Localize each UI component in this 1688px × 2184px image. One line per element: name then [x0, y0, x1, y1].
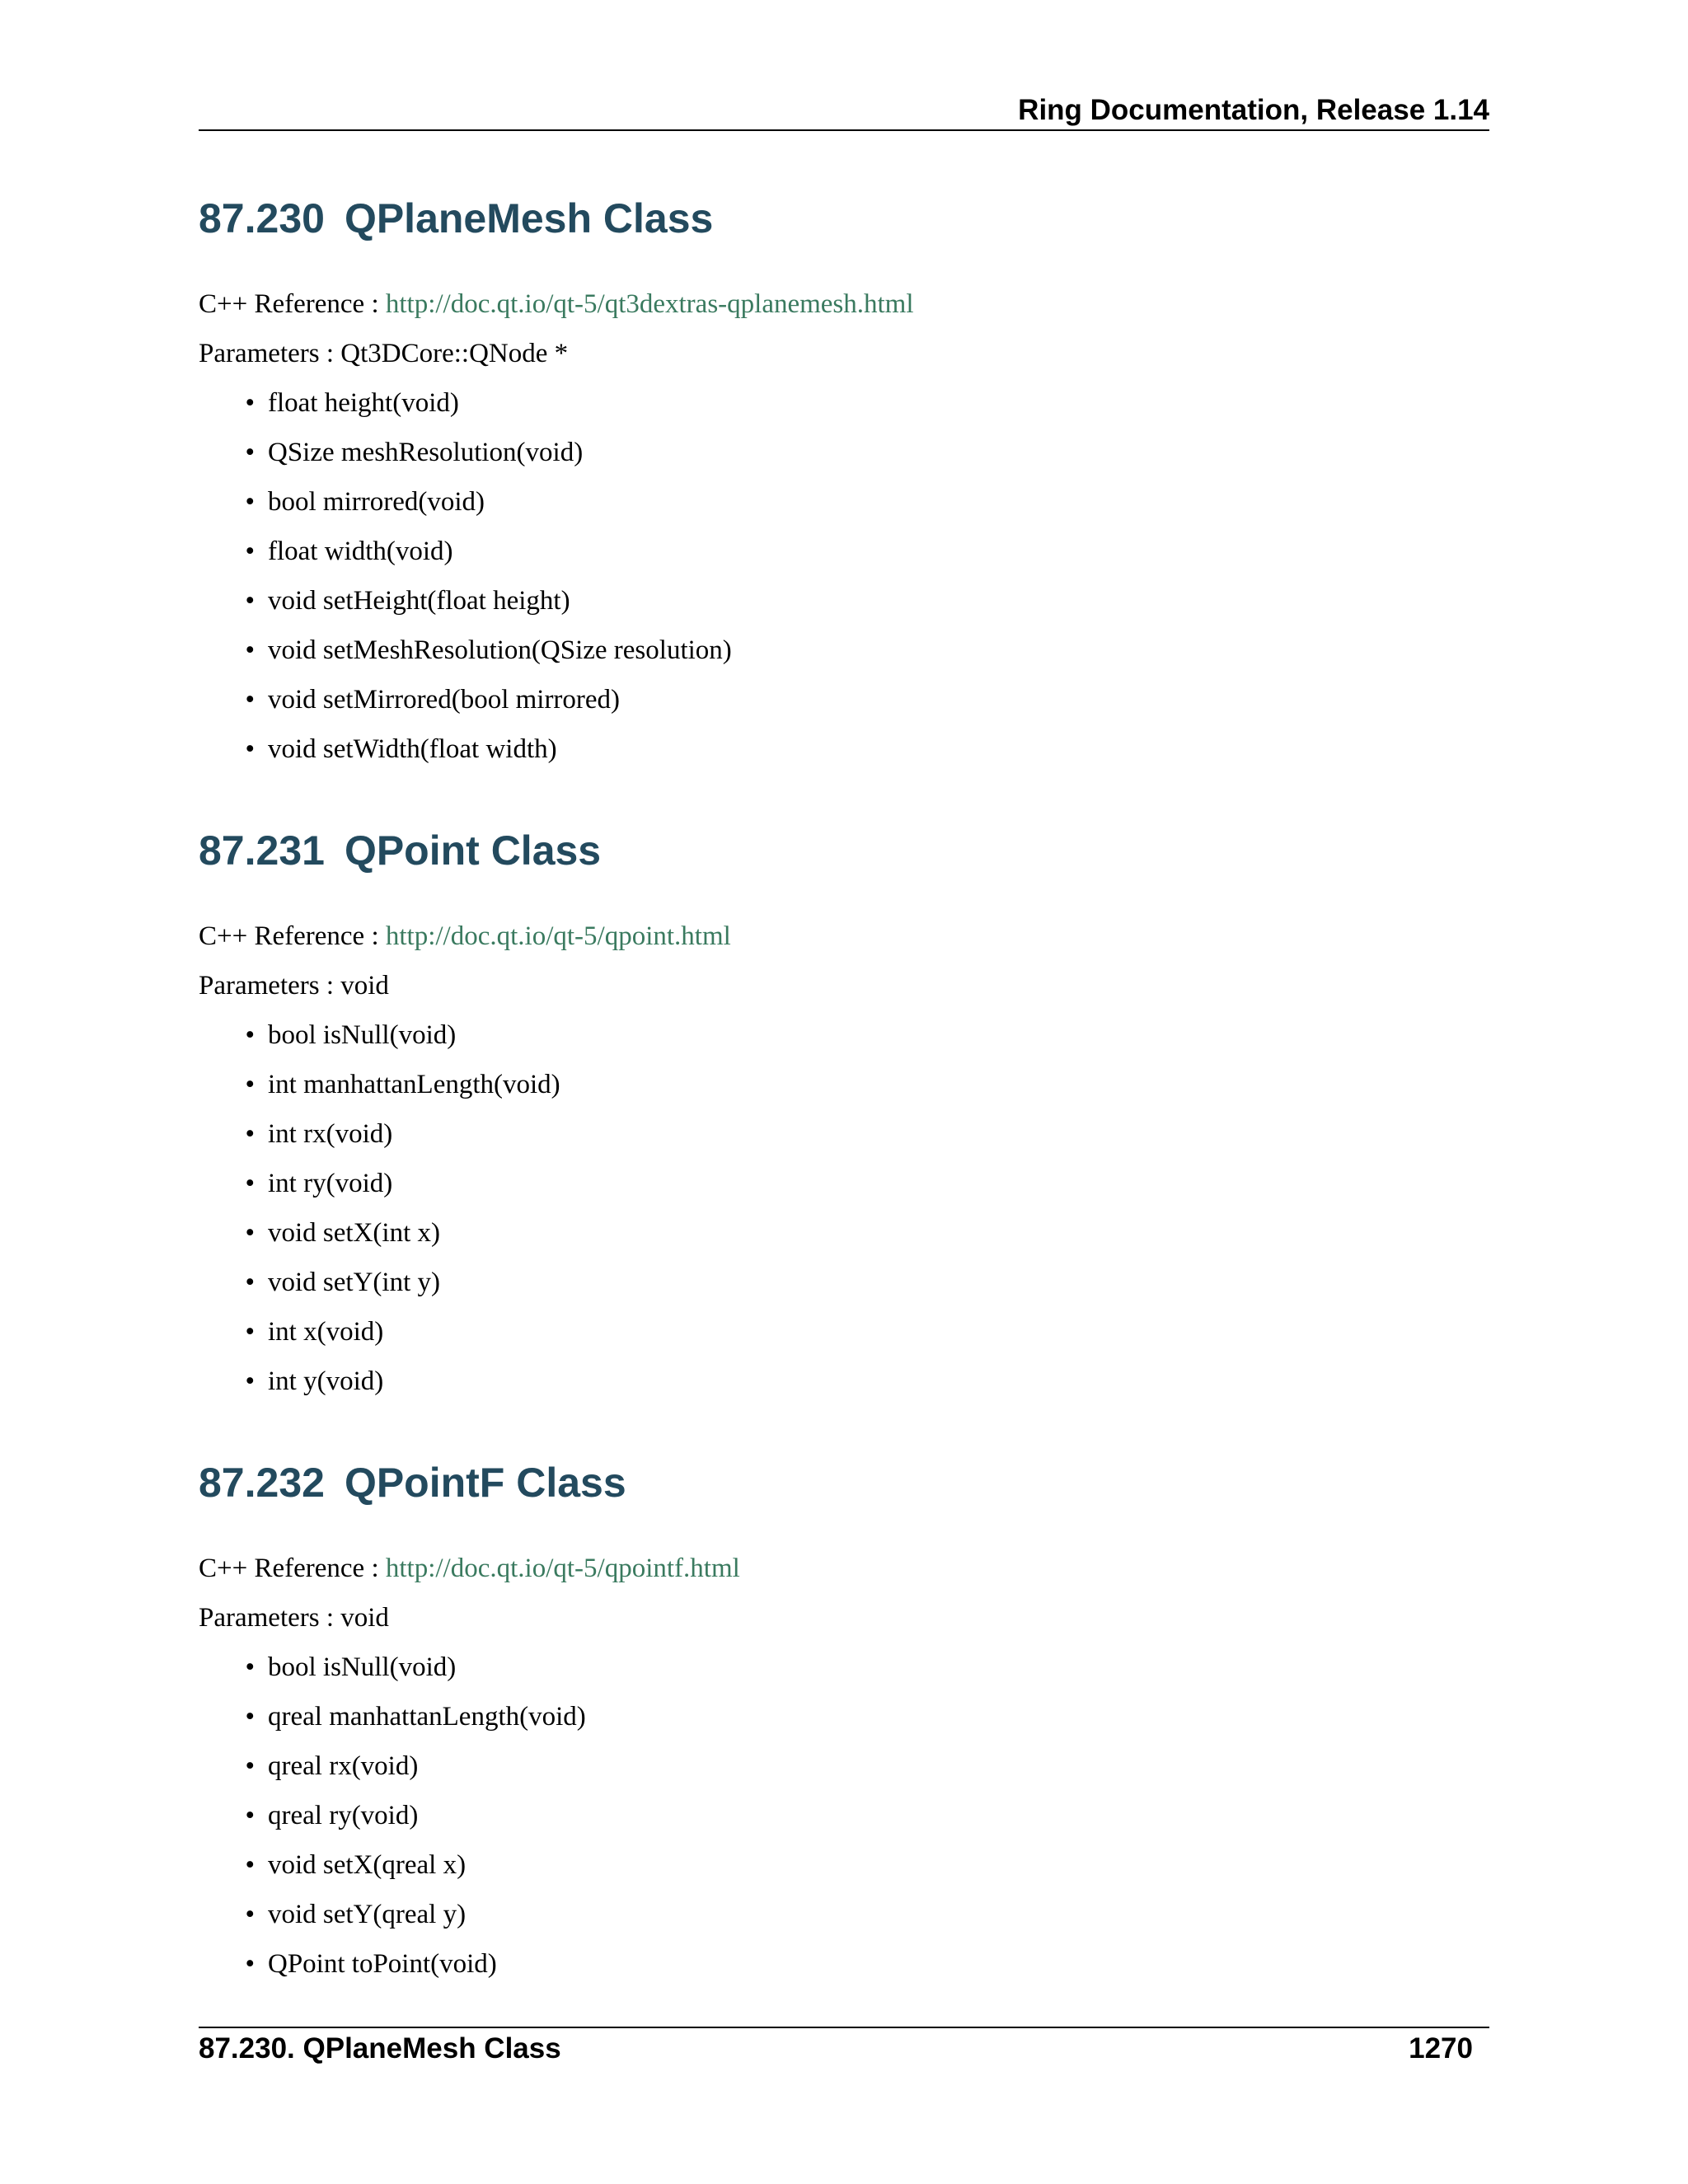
- method-signature: void setX(int x): [268, 1218, 440, 1248]
- bullet: •: [245, 438, 255, 467]
- bullet: •: [245, 1020, 255, 1050]
- bullet: •: [245, 388, 255, 418]
- section-qpoint: [199, 821, 1489, 1396]
- running-header: Ring Documentation, Release 1.14: [1018, 94, 1489, 126]
- method-signature: void setY(qreal y): [268, 1900, 467, 1929]
- bullet: •: [245, 1169, 255, 1198]
- parameters: Parameters : void: [199, 971, 389, 1001]
- list-item: [199, 1015, 560, 1065]
- bullet: •: [245, 1850, 255, 1880]
- cpp-reference: [199, 284, 914, 324]
- section-title: QPlaneMesh Class: [344, 195, 714, 241]
- list-item: [199, 1114, 560, 1164]
- method-signature: void setX(qreal x): [268, 1850, 467, 1880]
- bullet: •: [245, 1317, 255, 1347]
- method-signature: int x(void): [268, 1317, 384, 1347]
- running-footer: [199, 2029, 1489, 2069]
- method-signature: QSize meshResolution(void): [268, 438, 584, 467]
- bullet: •: [245, 1268, 255, 1297]
- section-qplanemesh: [199, 189, 1489, 764]
- bullet: •: [245, 1751, 255, 1781]
- section-heading: [199, 821, 1489, 880]
- method-signature: void setHeight(float height): [268, 586, 570, 616]
- bullet: •: [245, 1119, 255, 1149]
- footer-section: 87.230. QPlaneMesh Class: [199, 2032, 561, 2064]
- list-item: [199, 482, 732, 532]
- method-signature: qreal ry(void): [268, 1801, 419, 1830]
- bullet: •: [245, 1070, 255, 1099]
- list-item: [199, 729, 732, 779]
- method-list: [199, 1015, 560, 1411]
- method-signature: void setMeshResolution(QSize resolution): [268, 635, 732, 665]
- reference-link[interactable]: http://doc.qt.io/qt-5/qpoint.html: [385, 921, 731, 951]
- parameters: Parameters : Qt3DCore::QNode *: [199, 339, 569, 368]
- section-heading: [199, 1453, 1489, 1512]
- method-signature: bool isNull(void): [268, 1652, 457, 1682]
- method-signature: int rx(void): [268, 1119, 393, 1149]
- list-item: [199, 1312, 560, 1361]
- bullet: •: [245, 1801, 255, 1830]
- method-signature: void setY(int y): [268, 1268, 440, 1297]
- list-item: [199, 1746, 586, 1796]
- list-item: [199, 581, 732, 630]
- parameters: Parameters : void: [199, 1603, 389, 1633]
- list-item: [199, 532, 732, 581]
- reference-label: C++ Reference :: [199, 289, 386, 319]
- reference-label: C++ Reference :: [199, 1554, 386, 1583]
- bullet: •: [245, 1366, 255, 1396]
- list-item: [199, 1164, 560, 1213]
- list-item: [199, 1065, 560, 1114]
- reference-link[interactable]: http://doc.qt.io/qt-5/qpointf.html: [385, 1554, 740, 1583]
- list-item: [199, 1845, 586, 1895]
- bullet: •: [245, 635, 255, 665]
- bullet: •: [245, 487, 255, 517]
- bullet: •: [245, 1702, 255, 1732]
- bullet: •: [245, 1900, 255, 1929]
- list-item: [199, 1263, 560, 1312]
- list-item: [199, 630, 732, 680]
- method-list: [199, 1647, 586, 1994]
- reference-label: C++ Reference :: [199, 921, 386, 951]
- bullet: •: [245, 1949, 255, 1979]
- list-item: [199, 1213, 560, 1263]
- method-signature: qreal manhattanLength(void): [268, 1702, 586, 1732]
- cpp-reference: [199, 916, 731, 956]
- section-number: 87.232: [199, 1460, 325, 1506]
- section-title: QPoint Class: [344, 827, 602, 874]
- list-item: [199, 1895, 586, 1944]
- method-signature: float width(void): [268, 537, 453, 566]
- bullet: •: [245, 586, 255, 616]
- list-item: [199, 680, 732, 729]
- list-item: [199, 1944, 586, 1994]
- bullet: •: [245, 1652, 255, 1682]
- section-heading: [199, 189, 1489, 248]
- method-list: [199, 383, 732, 779]
- list-item: [199, 1361, 560, 1411]
- method-signature: void setWidth(float width): [268, 734, 557, 764]
- page-number: 1270: [1409, 2032, 1473, 2064]
- method-signature: qreal rx(void): [268, 1751, 419, 1781]
- bullet: •: [245, 537, 255, 566]
- method-signature: int manhattanLength(void): [268, 1070, 560, 1099]
- method-signature: QPoint toPoint(void): [268, 1949, 497, 1979]
- section-number: 87.231: [199, 827, 325, 874]
- bullet: •: [245, 1218, 255, 1248]
- list-item: [199, 1697, 586, 1746]
- method-signature: int y(void): [268, 1366, 384, 1396]
- cpp-reference: [199, 1549, 740, 1588]
- method-signature: float height(void): [268, 388, 459, 418]
- section-number: 87.230: [199, 195, 325, 241]
- section-qpointf: [199, 1453, 1489, 1979]
- bullet: •: [245, 734, 255, 764]
- method-signature: bool isNull(void): [268, 1020, 457, 1050]
- section-title: QPointF Class: [344, 1460, 626, 1506]
- list-item: [199, 1647, 586, 1697]
- header-rule: [199, 129, 1489, 131]
- bullet: •: [245, 685, 255, 715]
- method-signature: int ry(void): [268, 1169, 393, 1198]
- list-item: [199, 433, 732, 482]
- footer-rule: [199, 2027, 1489, 2028]
- list-item: [199, 383, 732, 433]
- method-signature: bool mirrored(void): [268, 487, 485, 517]
- list-item: [199, 1796, 586, 1845]
- reference-link[interactable]: http://doc.qt.io/qt-5/qt3dextras-qplanemesh.html: [385, 289, 914, 319]
- method-signature: void setMirrored(bool mirrored): [268, 685, 621, 715]
